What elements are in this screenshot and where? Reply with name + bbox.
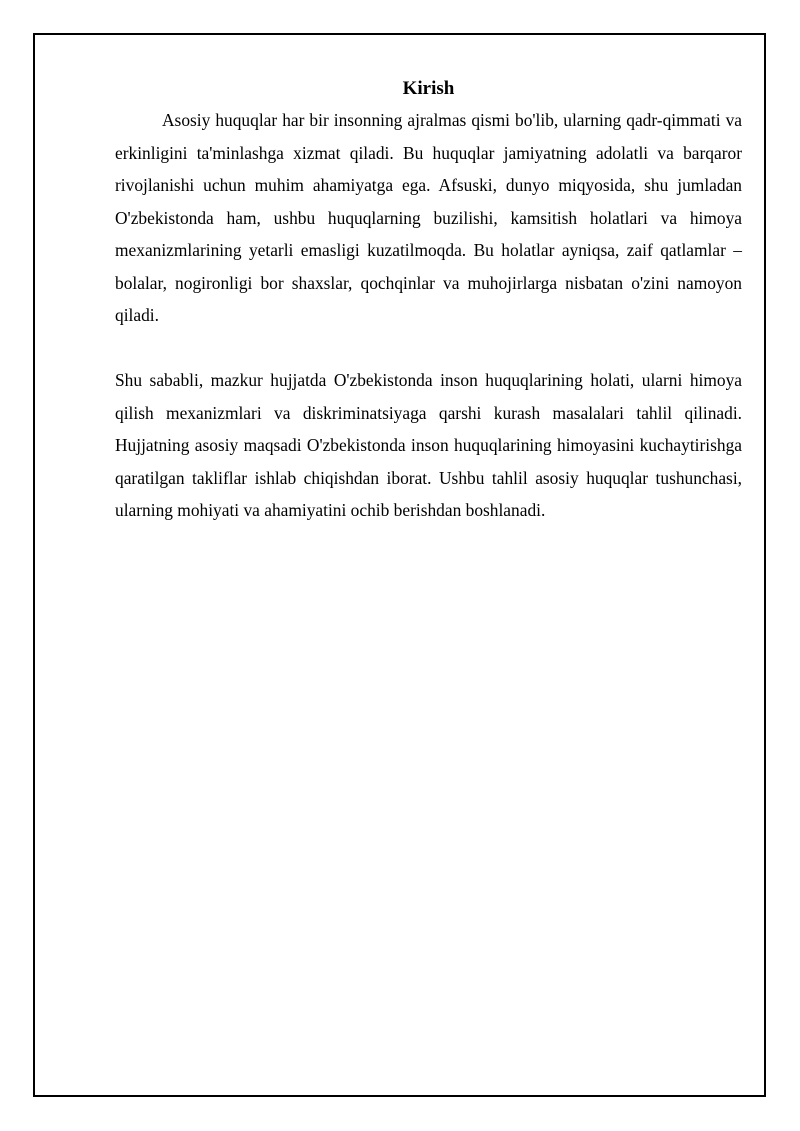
- paragraph-spacer: [115, 332, 742, 365]
- document-body: [115, 77, 742, 527]
- page-title: Kirish: [402, 78, 455, 99]
- paragraph-intro: Asosiy huquqlar har bir insonning ajralmas qismi bo'lib, ularning qadr-qimmati va erkinligini ta'minlashga xizmat qiladi. Bu huquqlar jamiyatning adolatli va barqaror rivojlanishi uchun muhim ahamiyatga ega. Afsuski, dunyo miqyosida, shu jumladan O'zbekistonda ham, ushbu huquqlarning buzilishi, kamsitish holatlari va himoya mexanizmlarining yetarli emasligi kuzatilmoqda. Bu holatlar ayniqsa, zaif qatlamlar – bolalar, nogironligi bor shaxslar, qochqinlar va muhojirlarga nisbatan o'zini namoyon qiladi.: [115, 110, 742, 325]
- paragraph-purpose: Shu sababli, mazkur hujjatda O'zbekistonda inson huquqlarining holati, ularni himoya qilish mexanizmlari va diskriminatsiyaga qarshi kurash masalalari tahlil qilinadi. Hujjatning asosiy maqsadi O'zbekistonda inson huquqlarining himoyasini kuchaytirishga qaratilgan takliflar ishlab chiqishdan iborat. Ushbu tahlil asosiy huquqlar tushunchasi, ularning mohiyati va ahamiyatini ochib berishdan boshlanadi.: [115, 370, 742, 520]
